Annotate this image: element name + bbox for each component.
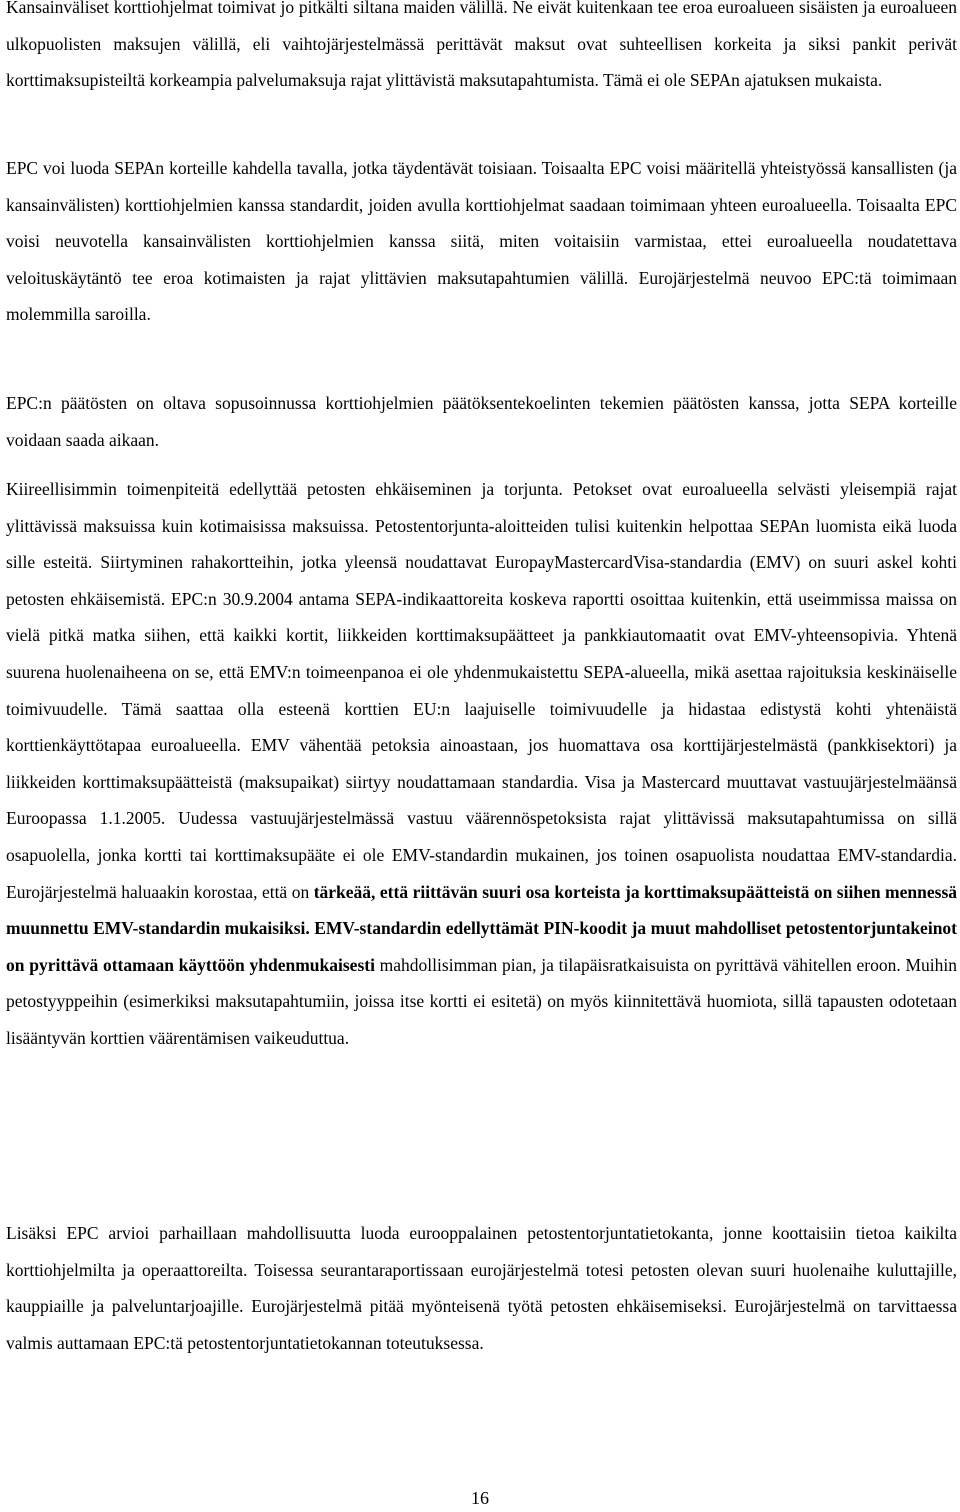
paragraph-1 <box>6 0 957 99</box>
paragraph-4-bold-text: tärkeää, että riittävän suuri osa korteista ja korttimaksupäätteistä on siihen mennessä muunnettu EMV-standardin mukaisiksi. EMV-standardin edellyttämät PIN-koodit ja muut mahdolliset petostentorjuntakeinot on pyrittävä ottamaan käyttöön yhdenmukaisesti <box>6 881 958 975</box>
paragraph-2 <box>6 150 957 333</box>
page-number: 16 <box>471 1488 489 1508</box>
paragraph-3-text: EPC:n päätösten on oltava sopusoinnussa korttiohjelmien päätöksentekoelinten tekemien päätösten kanssa, jotta SEPA korteille voidaan saada aikaan. <box>6 393 957 450</box>
paragraph-2-text: EPC voi luoda SEPAn korteille kahdella tavalla, jotka täydentävät toisiaan. Toisaalta EPC voisi määritellä yhteistyössä kansallisten (ja kansainvälisten) korttiohjelmien kanssa standardit, joiden avulla korttiohjelmat saadaan toimimaan yhteen euroalueella. Toisaalta EPC voisi neuvotella kansainvälisten korttiohjelmien kanssa siitä, miten voitaisiin varmistaa, ettei euroalueella noudatettava veloituskäytäntö tee eroa kotimaisten ja rajat ylittävien maksutapahtumien välillä. Eurojärjestelmä neuvoo EPC:tä toimimaan molemmilla saroilla. <box>6 158 957 325</box>
paragraph-3 <box>6 385 957 458</box>
paragraph-4 <box>6 471 957 1057</box>
paragraph-5 <box>6 1215 957 1361</box>
paragraph-5-text: Lisäksi EPC arvioi parhaillaan mahdollisuutta luoda eurooppalainen petostentorjuntatietokanta, jonne koottaisiin tietoa kaikilta korttiohjelmilta ja operaattoreilta. Toisessa seurantaraportissaan eurojärjestelmä totesi petosten olevan suuri huolenaihe kuluttajille, kauppiaille ja palveluntarjoajille. Eurojärjestelmä pitää myönteisenä työtä petosten ehkäisemiseksi. Eurojärjestelmä on tarvittaessa valmis auttamaan EPC:tä petostentorjuntatietokannan toteutuksessa. <box>6 1223 957 1353</box>
paragraph-4-text-end: mahdollisimman pian, ja tilapäisratkaisuista on pyrittävä vähitellen eroon. Muihin petostyyppeihin (esimerkiksi maksutapahtumiin, joissa itse kortti ei esitetä) on myös kiinnitettävä huomiota, sillä tapausten odotetaan lisääntyvän korttien väärentämisen vaikeuduttua. <box>6 954 957 1048</box>
paragraph-4-text: Kiireellisimmin toimenpiteitä edellyttää petosten ehkäiseminen ja torjunta. Petokset ovat euroalueella selvästi yleisempiä rajat ylittävissä maksuissa kuin kotimaisissa maksuissa. Petostentorjunta-aloitteiden tulisi kuitenkin helpottaa SEPAn luomista eikä luoda sille esteitä. Siirtyminen rahakortteihin, jotka yleensä noudattavat EuropayMastercardVisa-standardia (EMV) on suuri askel kohti petosten ehkäisemistä. EPC:n 30.9.2004 antama SEPA-indikaattoreita koskeva raportti osoittaa kuitenkin, että useimmissa maissa on vielä pitkä matka siihen, että kaikki kortit, liikkeiden korttimaksupäätteet ja pankkiautomaatit ovat EMV-yhteensopivia. Yhtenä suurena huolenaiheena on se, että EMV:n toimeenpanoa ei ole yhdenmukaistettu SEPA-alueella, mikä asettaa rajoituksia keskinäiselle toimivuudelle. Tämä saattaa olla esteenä korttien EU:n laajuiselle toimivuudelle ja hidastaa edistystä kohti yhtenäistä korttienkäyttötapaa euroalueella. EMV vähentää petoksia ainoastaan, jos huomattava osa korttijärjestelmästä (pankkisektori) ja liikkeiden korttimaksupäätteistä (maksupaikat) siirtyy noudattamaan standardia. Visa ja Mastercard muuttavat vastuujärjestelmäänsä Euroopassa 1.1.2005. Uudessa vastuujärjestelmässä vastuu väärennöspetoksista rajat ylittävissä maksutapahtumissa on sillä osapuolella, jonka kortti tai korttimaksupääte ei ole EMV-standardin mukainen, jos toinen osapuolista noudattaa EMV-standardia. Eurojärjestelmä haluaakin korostaa, että on <box>6 479 957 902</box>
paragraph-1-text: Kansainväliset korttiohjelmat toimivat jo pitkälti siltana maiden välillä. Ne eivät kuitenkaan tee eroa euroalueen sisäisten ja euroalueen ulkopuolisten maksujen välillä, eli vaihtojärjestelmässä perittävät maksut ovat suhteellisen korkeita ja siksi pankit perivät korttimaksupisteiltä korkeampia palvelumaksuja rajat ylittävistä maksutapahtumista. Tämä ei ole SEPAn ajatuksen mukaista. <box>6 0 957 91</box>
